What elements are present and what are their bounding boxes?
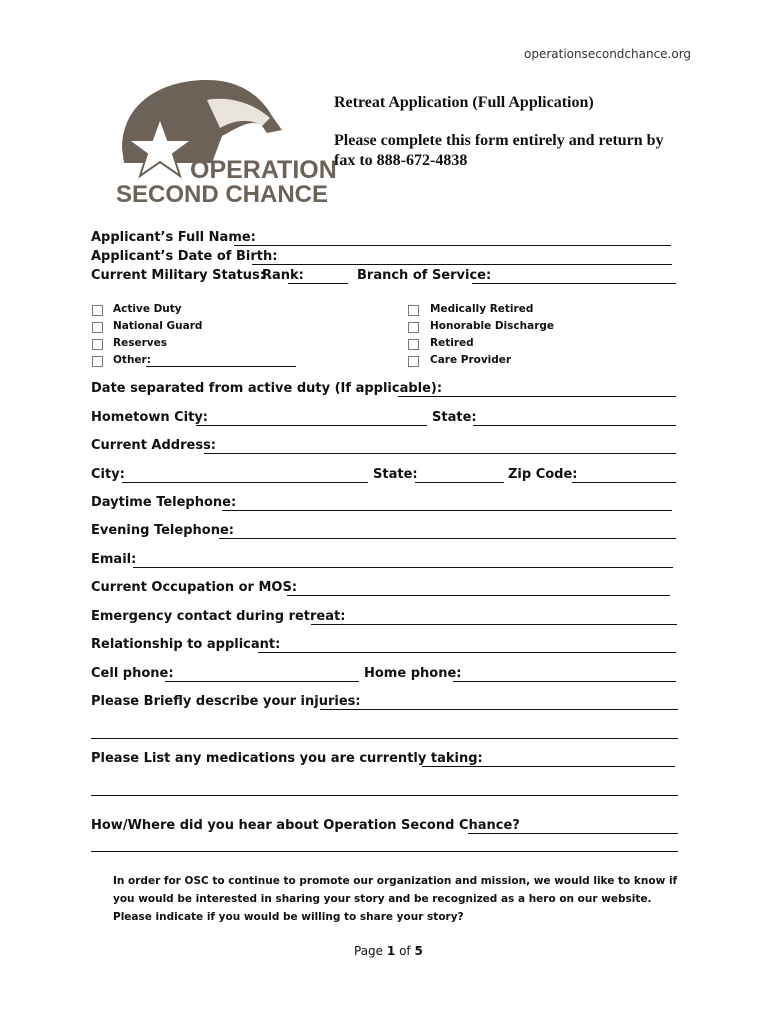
retired-checkbox[interactable] — [408, 339, 419, 350]
hometown-city-label: Hometown City: — [91, 410, 208, 425]
hometown-state-field[interactable] — [473, 425, 676, 426]
daytime-phone-field[interactable] — [222, 510, 672, 511]
honorable-discharge-checkbox[interactable] — [408, 322, 419, 333]
injuries-field-line2[interactable] — [91, 738, 678, 739]
email-label: Email: — [91, 552, 137, 567]
zip-label: Zip Code: — [508, 467, 578, 482]
heard-about-label: How/Where did you hear about Operation Second Chance? — [91, 818, 520, 833]
option-retired: Retired — [430, 337, 474, 349]
title-block — [334, 93, 684, 171]
relationship-label: Relationship to applicant: — [91, 637, 281, 652]
hometown-state-label: State: — [432, 410, 477, 425]
occupation-label: Current Occupation or MOS: — [91, 580, 298, 595]
injuries-label: Please Briefly describe your injuries: — [91, 694, 361, 709]
home-phone-field[interactable] — [453, 681, 676, 682]
branch-label: Branch of Service: — [357, 268, 492, 283]
cell-phone-label: Cell phone: — [91, 666, 174, 681]
active-duty-checkbox[interactable] — [92, 305, 103, 316]
logo-line1: OPERATION — [190, 156, 337, 184]
option-reserves: Reserves — [113, 337, 167, 349]
rank-field[interactable] — [288, 283, 348, 284]
page-total: 5 — [414, 944, 423, 958]
daytime-phone-label: Daytime Telephone: — [91, 495, 237, 510]
other-field[interactable] — [146, 366, 296, 367]
fax-instructions: Please complete this form entirely and return by fax to 888-672-4838 — [334, 132, 664, 169]
option-honorable-discharge: Honorable Discharge — [430, 320, 555, 332]
heard-about-field-line2[interactable] — [91, 851, 678, 852]
home-phone-label: Home phone: — [364, 666, 462, 681]
medications-label: Please List any medications you are currently taking: — [91, 751, 483, 766]
heard-about-field[interactable] — [468, 833, 678, 834]
military-status-label: Current Military Status: — [91, 268, 265, 283]
state-field[interactable] — [415, 482, 504, 483]
cell-phone-field[interactable] — [165, 681, 359, 682]
date-separated-field[interactable] — [398, 396, 676, 397]
reserves-checkbox[interactable] — [92, 339, 103, 350]
rank-label: Rank: — [262, 268, 304, 283]
occupation-field[interactable] — [287, 595, 670, 596]
eagle-star-logo-icon — [112, 78, 337, 208]
option-national-guard: National Guard — [113, 320, 203, 332]
emergency-contact-field[interactable] — [311, 624, 677, 625]
medications-field-line2[interactable] — [91, 795, 678, 796]
hometown-city-field[interactable] — [196, 425, 427, 426]
dob-label: Applicant’s Date of Birth: — [91, 249, 278, 264]
option-care-provider: Care Provider — [430, 354, 512, 366]
relationship-field[interactable] — [258, 652, 676, 653]
evening-phone-field[interactable] — [219, 538, 676, 539]
logo-line2: SECOND CHANCE — [116, 181, 329, 208]
city-field[interactable] — [122, 482, 368, 483]
state-label: State: — [373, 467, 418, 482]
page-label: Page — [354, 944, 384, 958]
full-name-label: Applicant’s Full Name: — [91, 230, 256, 245]
dob-field[interactable] — [252, 264, 672, 265]
care-provider-checkbox[interactable] — [408, 356, 419, 367]
page-of: of — [399, 944, 411, 958]
city-label: City: — [91, 467, 125, 482]
medically-retired-checkbox[interactable] — [408, 305, 419, 316]
evening-phone-label: Evening Telephone: — [91, 523, 234, 538]
injuries-field[interactable] — [320, 709, 678, 710]
emergency-contact-label: Emergency contact during retreat: — [91, 609, 346, 624]
medications-field[interactable] — [422, 766, 675, 767]
current-address-field[interactable] — [204, 453, 676, 454]
website-url: operationsecondchance.org — [524, 47, 692, 61]
other-checkbox[interactable] — [92, 356, 103, 367]
national-guard-checkbox[interactable] — [92, 322, 103, 333]
zip-field[interactable] — [572, 482, 676, 483]
current-address-label: Current Address: — [91, 438, 217, 453]
option-other: Other: — [113, 354, 151, 366]
date-separated-label: Date separated from active duty (If applicable): — [91, 381, 443, 396]
page-current: 1 — [386, 944, 396, 958]
branch-field[interactable] — [472, 283, 676, 284]
organization-logo — [112, 78, 337, 208]
page-number — [354, 944, 423, 958]
full-name-field[interactable] — [234, 245, 671, 246]
email-field[interactable] — [133, 567, 673, 568]
option-active-duty: Active Duty — [113, 303, 182, 315]
page-title: Retreat Application (Full Application) — [334, 94, 594, 111]
story-note: In order for OSC to continue to promote our organization and mission, we would like to know if you would be interested in sharing your story and be recognized as a hero on our website. Please indicate if you would be willing to share your story? — [113, 875, 678, 923]
option-medically-retired: Medically Retired — [430, 303, 534, 315]
